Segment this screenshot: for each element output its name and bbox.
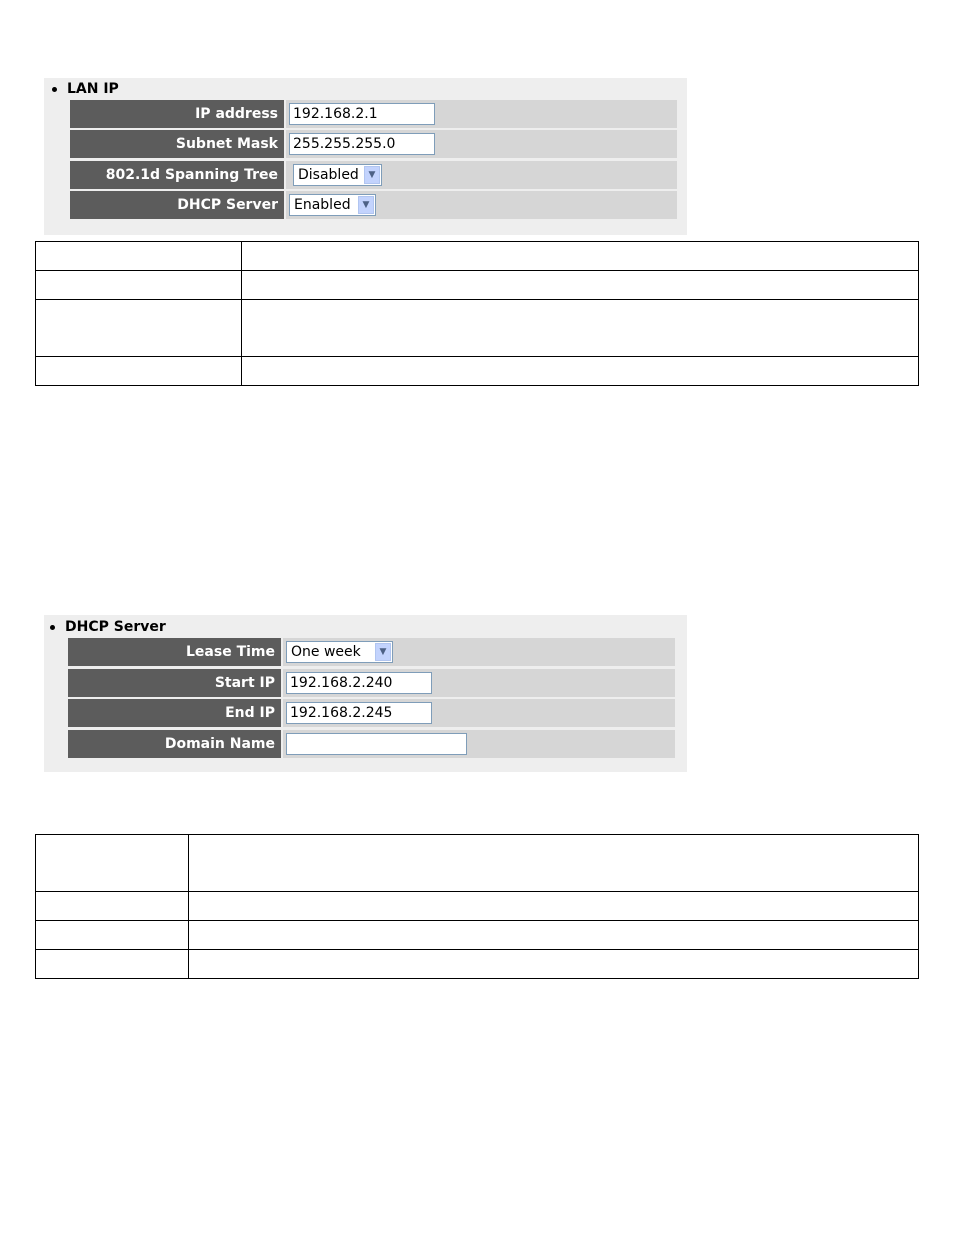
chevron-down-icon[interactable]: ▼ [358,196,374,214]
lan-ip-panel [44,78,687,235]
domain-name-label: Domain Name [68,730,281,758]
subnet-mask-row [70,130,677,158]
lan-ip-title: LAN IP [52,81,119,97]
dhcp-description-table [35,834,919,979]
start-ip-row [68,669,675,697]
table-row [36,950,919,979]
table-row [36,271,919,300]
domain-name-cell [283,730,675,758]
start-ip-input[interactable]: 192.168.2.240 [286,672,432,694]
bullet-icon [52,87,57,92]
spanning-tree-selected: Disabled [298,167,359,183]
spanning-tree-cell [286,161,677,189]
ip-address-row [70,100,677,128]
ip-address-cell [286,100,677,128]
spanning-tree-select[interactable] [293,164,382,186]
subnet-mask-input[interactable]: 255.255.255.0 [289,133,435,155]
chevron-down-icon[interactable]: ▼ [364,166,380,184]
dhcp-server-label: DHCP Server [70,191,284,219]
chevron-down-icon[interactable]: ▼ [375,643,391,661]
table-row [36,892,919,921]
lan-ip-description-table [35,241,919,386]
table-row [36,835,919,892]
domain-name-input[interactable] [286,733,467,755]
lease-time-select[interactable] [286,641,393,663]
end-ip-cell [283,699,675,727]
ip-address-label: IP address [70,100,284,128]
dhcp-server-cell [286,191,677,219]
subnet-mask-cell [286,130,677,158]
table-row [36,242,919,271]
subnet-mask-label: Subnet Mask [70,130,284,158]
table-row [36,921,919,950]
dhcp-server-select[interactable] [289,194,376,216]
dhcp-server-row [70,191,677,219]
lease-time-cell [283,638,675,666]
spanning-tree-label: 802.1d Spanning Tree [70,161,284,189]
end-ip-input[interactable]: 192.168.2.245 [286,702,432,724]
dhcp-server-title: DHCP Server [50,619,166,635]
end-ip-label: End IP [68,699,281,727]
lease-time-row [68,638,675,666]
table-row [36,300,919,357]
dhcp-server-selected: Enabled [294,197,351,213]
ip-address-input[interactable]: 192.168.2.1 [289,103,435,125]
lease-time-selected: One week [291,644,361,660]
table-row [36,357,919,386]
dhcp-server-panel [44,615,687,772]
start-ip-cell [283,669,675,697]
lease-time-label: Lease Time [68,638,281,666]
domain-name-row [68,730,675,758]
spanning-tree-row [70,161,677,189]
start-ip-label: Start IP [68,669,281,697]
end-ip-row [68,699,675,727]
bullet-icon [50,625,55,630]
